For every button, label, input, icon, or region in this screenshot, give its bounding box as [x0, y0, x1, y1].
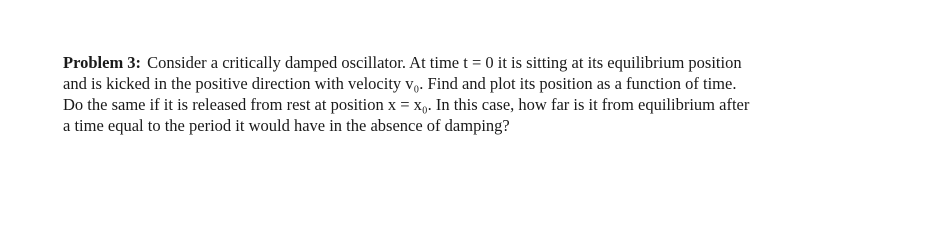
problem-label: Problem 3:: [63, 53, 142, 72]
problem-text: [63, 52, 893, 136]
problem-line-1: [63, 52, 893, 73]
problem-line-4: a time equal to the period it would have in the absence of damping?: [63, 116, 510, 135]
problem-line-3: Do the same if it is released from rest at position x = x₀. In this case, how far is it from equilibrium after: [63, 95, 750, 114]
problem-line-1-text: Consider a critically damped oscillator. At time t = 0 it is sitting at its equilibrium position: [147, 53, 742, 72]
problem-line-2: and is kicked in the positive direction with velocity v₀. Find and plot its position as a function of time.: [63, 74, 737, 93]
